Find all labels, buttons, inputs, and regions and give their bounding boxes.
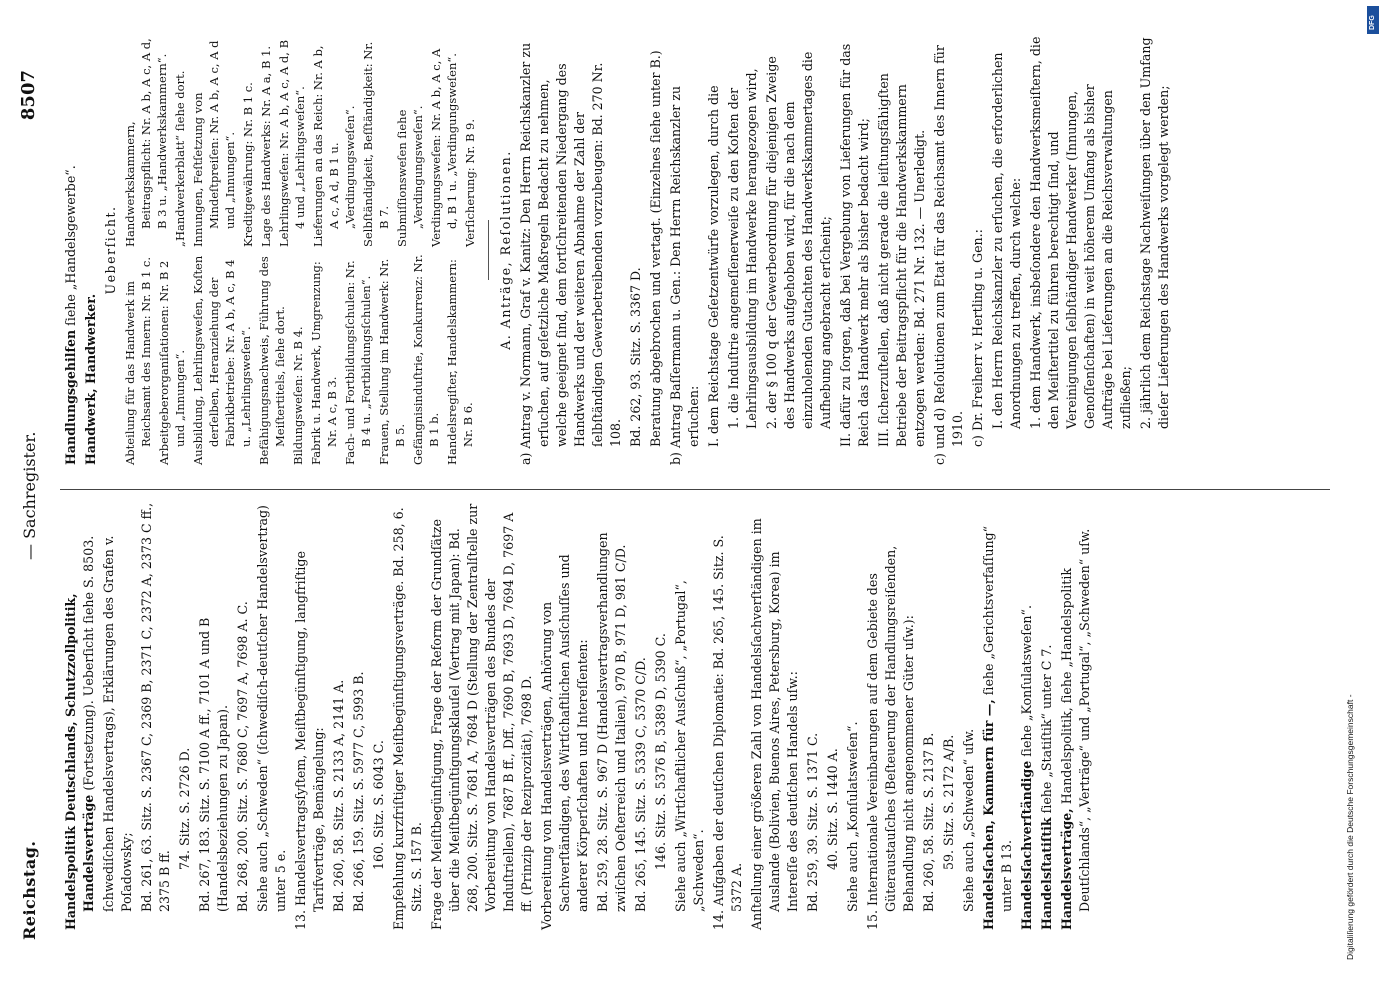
overview-table <box>122 35 480 465</box>
entry-heading: Handlungsgehilfen <box>63 329 78 465</box>
separator <box>488 220 489 280</box>
entry-heading: Handelsſachverſtändige <box>1019 760 1034 930</box>
index-entry <box>980 500 1016 930</box>
resolution-paragraph: III. ſicherzuſtellen, daß nicht gerade die leiſtungsfähigſten Betriebe der Beitragspflicht für die Handwerkskammern entzogen werden: Bd. 271 Nr. 132. — Unerledigt. <box>876 73 927 447</box>
entry-text: Vorbereitung von Handelsverträgen, Anhörung von Sachverſtändigen, des Wirtſchaftlichen Ausſchuſſes und anderer Körperſchaften und Intereſſenten: <box>539 554 590 930</box>
entry-text: Empfehlung kurzfriſtiger Meiſtbegünſtigungsverträge. Bd. 258, 6. Sitz. S. 157 B. <box>391 507 424 930</box>
index-entry <box>370 500 388 930</box>
dfg-logo-text: DFG <box>1369 15 1376 30</box>
running-head-center: — Sachregister. <box>20 431 39 560</box>
overview-item: Lehrlingsweſen: Nr. A b, A c, A d, B 4 und „Lehrlingsweſen“. <box>277 39 307 247</box>
resolution-paragraph: Beratung abgebrochen und vertagt. (Einzelnes ſiehe unter B.) <box>648 50 663 447</box>
entry-text: 160. Sitz. S. 6043 C. <box>371 740 386 870</box>
overview-item: Fabrik u. Handwerk, Umgrenzung: Nr. A c, B 3. <box>309 261 339 465</box>
entry-heading: Handelsſachen, Kammern für —, <box>981 699 996 930</box>
entry-text: (Fortsetzung). Ueberſicht ſiehe S. 8503. <box>81 535 96 795</box>
index-entry <box>138 500 174 930</box>
resolution-paragraph: b) Antrag Baſſermann u. Gen.: Den Herrn Reichskanzler zu erſuchen: <box>668 85 701 465</box>
entry-text: ſiehe „Handelsgewerbe“. <box>63 165 78 330</box>
overview-item: Abteilung für das Handwerk im Reichsamt des Innern: Nr. B 1 c. <box>123 256 153 465</box>
index-entry <box>538 500 592 930</box>
overview-item: Verdingungsweſen: Nr. A b, A c, A d, B 1 u. „Verdingungsweſen“. <box>429 48 459 247</box>
entry-text: Bd. 266, 159. Sitz. S. 5977 C, 5993 B. <box>351 671 366 912</box>
index-entry <box>864 500 918 930</box>
resolution-paragraph: 2. jährlich dem Reichstage Nachweiſungen über den Umfang dieſer Lieferungen des Handwerks vorgelegt werden; <box>1138 37 1171 429</box>
entry-text: 40. Sitz. S. 1440 A. <box>825 748 840 870</box>
entry-text: Bd. 265, 145. Sitz. S. 5339 C, 5370 C/D. <box>633 657 648 912</box>
index-entry <box>330 500 348 930</box>
resolution-paragraph: 2. der § 100 q der Gewerbeordnung für diejenigen Zweige des Handwerks aufgehoben wird, für die nach dem einzuholenden Gutachten des Handwerkskammertages die Aufhebung angebracht erſcheint; <box>764 51 833 429</box>
entry-text: Bd. 260, 58. Sitz. S. 2137 B. <box>921 732 936 912</box>
entry-text: Siehe auch „Schweden“ uſw. <box>961 728 976 912</box>
entry-text: Bd. 267, 183. Sitz. S. 7100 A ff., 7101 A und B (Handelsbeziehungen zu Japan). <box>197 617 230 912</box>
index-entry <box>824 500 842 930</box>
overview-item: Handelsregiſter, Handelskammern: Nr. B 6. <box>445 259 475 465</box>
overview-item: Fach- und Fortbildungsſchulen: Nr. B 4 u. „Fortbildungsſchulen“. <box>343 260 373 465</box>
overview-right <box>122 35 480 253</box>
resolution-paragraph: I. den Herrn Reichskanzler zu erſuchen, die erforderlichen Anordnungen zu treffen, durch welche: <box>990 52 1023 429</box>
entry-text: Siehe auch „Wirtſchaftlicher Ausſchuß“, „Portugal“, „Schweden“. <box>673 580 706 912</box>
digitization-note: Digitaliſierung gefördert durch die Deutsche Forschungsgemeinschaft - <box>1345 694 1355 960</box>
overview-item: Selbſtändigkeit, Beſſtändigkeit: Nr. B 7. <box>361 41 391 247</box>
index-entry <box>254 500 290 930</box>
resolution-paragraph: I. dem Reichstage Geſetzentwürfe vorzulegen, durch die <box>706 85 721 447</box>
entry-text: Bd. 268, 200. Sitz. S. 7680 C, 7697 A, 7698 A. C. <box>235 601 250 912</box>
index-entry <box>672 500 708 930</box>
entry-text: Handelspolitik, ſiehe „Handelspolitik Deutſchlands“, „Verträge“ und „Portugal“, „Schweden“ uſw. <box>1059 528 1092 912</box>
overview-item: Kreditgewährung: Nr. B 1 c. <box>241 82 255 247</box>
column-divider <box>60 489 1330 490</box>
index-entry <box>176 500 194 930</box>
entry-text: 146. Sitz. S. 5376 B, 5389 D, 5390 C. <box>653 633 668 870</box>
overview-item: Frauen, Stellung im Handwerk: Nr. B 5. <box>377 258 407 465</box>
index-entry <box>1038 500 1056 930</box>
right-column <box>62 35 1175 465</box>
dfg-logo <box>1367 6 1379 34</box>
entry-text: ſiehe „Gerichtsverfaſſung“ unter B 13. <box>981 525 1014 912</box>
overview-item: Arbeitgeberorganiſationen: Nr. B 2 und „Innungen“. <box>157 260 187 465</box>
resolution-paragraph: c) und d) Reſolutionen zum Etat für das Reichsamt des Innern für 1910. <box>932 45 965 465</box>
entry-text: Siehe auch „Konſulatsweſen“. <box>845 721 860 912</box>
index-entry <box>234 500 252 930</box>
overview-item: Innungen, Feſtſetzung von Mindeſtpreiſen: Nr. A b, A c, A d und „Innungen“. <box>191 40 237 247</box>
page-header <box>8 70 48 940</box>
left-column <box>62 500 1096 930</box>
index-entry <box>350 500 368 930</box>
resolution-paragraph: Bd. 262, 93. Sitz. S. 3367 D. <box>628 267 643 447</box>
entry-text: ſiehe „Statiſtik“ unter C 7. <box>1039 644 1054 818</box>
index-entry <box>940 500 958 930</box>
entry-text: 14. Aufgaben der deutſchen Diplomatie: Bd. 265, 145. Sitz. S. 5372 A. <box>711 535 744 930</box>
running-head-left: Reichstag. <box>20 840 39 940</box>
index-entry <box>844 500 862 930</box>
index-entry <box>1058 500 1094 930</box>
entry-text: 74. Sitz. S. 2726 D. <box>177 747 192 870</box>
overview-title: Ueberſicht. <box>103 205 118 295</box>
index-entry <box>390 500 426 930</box>
overview-left <box>122 253 480 465</box>
entry-text: Bd. 259, 39. Sitz. S. 1371 C. <box>805 732 820 912</box>
overview-item: Handwerkskammern, Beitragspflicht: Nr. A b, A c, A d, B 3 u. „Handwerkskammern“. <box>123 38 169 247</box>
overview-item: Bildungsweſen: Nr. B 4. <box>291 326 305 465</box>
page-number: 8507 <box>18 70 39 121</box>
resolution-paragraph: 1. dem Handwerk, insbeſondere den Handwerksmeiſtern, die den Meiſtertitel zu führen berechtigt ſind, und Vereinigungen ſelbſtändiger Handwerker (Innungen, Genoſſenſchaften) in weit höherem Umfang als bisher Aufträge bei Lieferungen an die Reichsverwaltungen zufließen; <box>1028 36 1133 429</box>
overview-item: Befähigungsnachweis, Führung des Meiſtertitels, ſiehe dort. <box>257 256 287 465</box>
entry-handwerk-heading: Handwerk, Handwerker. <box>83 293 98 465</box>
entry-text: Bd. 261, 63. Sitz. S. 2367 C, 2369 B, 2371 C, 2372 A, 2373 C ff., 2375 B ff. <box>139 502 172 912</box>
overview-item: Lieferungen an das Reich: Nr. A b, A c, A d, B 1 u. „Verdingungsweſen“. <box>311 45 357 247</box>
index-entry <box>710 500 746 930</box>
entry-text: 13. Handelsvertragsſyſtem, Meiſtbegünſtigung, langfriſtige Tarifverträge, Bemängelung: <box>293 551 326 930</box>
overview-item: Verſicherung: Nr. B 9. <box>463 118 477 247</box>
index-entry <box>594 500 630 930</box>
section-a-body <box>517 35 1173 465</box>
index-entry <box>428 500 536 930</box>
entry-text: Siehe auch „Schweden“ (ſchwediſch-deutſcher Handelsvertrag) unter 5 e. <box>255 505 288 912</box>
index-entry <box>62 500 98 930</box>
resolution-paragraph: II. dafür zu ſorgen, daß bei Vergebung von Lieferungen für das Reich das Handwerk mehr als bisher bedacht wird; <box>838 43 871 447</box>
index-entry <box>292 500 328 930</box>
overview-item: Gefängnisinduſtrie, Konkurrenz: Nr. B 1 b. <box>411 254 441 465</box>
entry-text: Anſtellung einer größeren Zahl von Handelsſachverſtändigen im Auslande (Bolivien, Buenos Aires, Petersburg, Korea) im Intereſſe des deutſchen Handels uſw.: <box>749 518 800 930</box>
section-a-title: A. Anträge, Reſolutionen. <box>498 150 513 350</box>
overview-item: Ausbildung, Lehrlingsweſen, Koſten derſelben, Heranziehung der Fabrikbetriebe: Nr. A b, A c, B 4 u. „Lehrlingsweſen“. <box>191 255 253 465</box>
entry-text: ſchwediſchen Handelsvertrags), Erklärungen des Grafen v. Poſadowsky; <box>101 535 134 912</box>
entry-text: Bd. 260, 58. Sitz. S. 2133 A, 2141 A. <box>331 679 346 912</box>
resolution-paragraph: a) Antrag v. Normann, Graf v. Kanitz: Den Herrn Reichskanzler zu erſuchen, auf geſetzliche Maßregeln Bedacht zu nehmen, welche geeignet ſind, dem fortſchreitenden Niedergang des Handwerks und der weiteren Abnahme der Zahl der ſelbſtändigen Gewerbetreibenden vorzubeugen: Bd. 270 Nr. 108. <box>518 42 623 465</box>
index-entry <box>652 500 670 930</box>
entry-text: Bd. 259, 28. Sitz. S. 967 D (Handelsvertragsverhandlungen zwiſchen Oeſterreich und Italien), 970 B, 971 D, 981 C/D. <box>595 532 628 912</box>
overview-item: „Handwerkerblatt“ ſiehe dort. <box>173 70 187 247</box>
index-entry <box>632 500 650 930</box>
entry-handlungsgehilfen <box>62 35 80 465</box>
entry-heading: Handelsverträge, <box>1059 808 1074 930</box>
entry-text: ſiehe „Konſulatsweſen“. <box>1019 605 1034 761</box>
index-entry <box>100 500 136 930</box>
index-entry <box>1018 500 1036 930</box>
overview-item: Submiſſionsweſen ſiehe „Verdingungsweſen“. <box>395 105 425 247</box>
resolution-paragraph: c) Dr. Freiherr v. Hertling u. Gen.: <box>970 229 985 447</box>
entry-heading: Handelsſtatiſtik <box>1039 817 1054 930</box>
entry-text: 15. Internationale Vereinbarungen auf dem Gebiete des Güteraustauſches (Beſteuerung der Handlungsreiſenden, Behandlung nicht angenommener Güter uſw.): <box>865 545 916 930</box>
entry-text: Frage der Meiſtbegünſtigung, Frage der Reform der Grundſätze über die Meiſtbegünſtigungsklauſel (Vertrag mit Japan): Bd. 268, 200. Sitz. S. 7681 A, 7684 D (Stellung der Zentralſtelle zur Vorbereitung von Handelsverträgen des Bundes der Induſtriellen), 7687 B ff., Dff., 7690 B, 7693 D, 7694 D, 7697 A ff. (Prinzip der Reziprozität), 7698 D. <box>429 503 534 930</box>
index-entry <box>960 500 978 930</box>
index-entry <box>196 500 232 930</box>
entry-text: 59. Sitz. S. 2172 A/B. <box>941 734 956 870</box>
index-entry <box>804 500 822 930</box>
index-entry <box>748 500 802 930</box>
index-entry <box>920 500 938 930</box>
resolution-paragraph: 1. die Induſtrie angemeſſenerweiſe zu den Koſten der Lehrlingsausbildung im Handwerke herangezogen wird, <box>726 68 759 429</box>
entry-heading: Handelspolitik Deutschlands, Schutzzollpolitik, Handelsverträge <box>63 593 96 930</box>
overview-item: Lage des Handwerks: Nr. A a, B 1. <box>259 45 273 247</box>
